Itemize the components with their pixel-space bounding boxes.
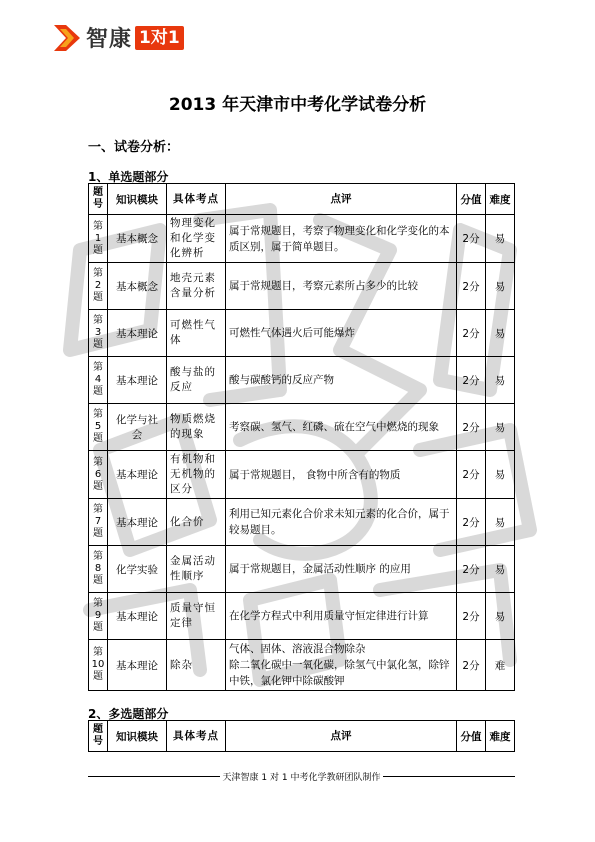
table-row (89, 640, 515, 691)
cell-difficulty: 易 (486, 404, 515, 451)
header-num: 题号 (89, 721, 108, 752)
cell-key-point: 除杂 (167, 640, 226, 691)
cell-knowledge-module: 化学实验 (108, 546, 167, 593)
table-row (89, 263, 515, 310)
cell-key-point: 物质燃烧的现象 (167, 404, 226, 451)
header-point: 具体考点 (167, 721, 226, 752)
cell-comment: 属于常规题目，金属活动性顺序 的应用 (226, 546, 457, 593)
cell-knowledge-module: 基本概念 (108, 263, 167, 310)
table-row (89, 546, 515, 593)
cell-question-number: 第8题 (89, 546, 108, 593)
header-score: 分值 (457, 721, 486, 752)
section-heading: 一、试卷分析： (88, 140, 180, 155)
cell-question-number: 第5题 (89, 404, 108, 451)
cell-key-point: 物理变化和化学变化辨析 (167, 215, 226, 263)
brand-logo (52, 22, 184, 53)
table-header-row (89, 721, 515, 752)
cell-difficulty: 易 (486, 451, 515, 499)
brand-mark-icon (52, 23, 82, 53)
cell-difficulty: 易 (486, 310, 515, 357)
table-row (89, 357, 515, 404)
cell-comment: 考察碳、氢气、红磷、硫在空气中燃烧的现象 (226, 404, 457, 451)
cell-score: 2分 (457, 263, 486, 310)
cell-score: 2分 (457, 451, 486, 499)
cell-score: 2分 (457, 593, 486, 640)
header-comment: 点评 (226, 184, 457, 215)
cell-score: 2分 (457, 404, 486, 451)
single-choice-table (88, 183, 515, 691)
table-row (89, 593, 515, 640)
cell-difficulty: 易 (486, 263, 515, 310)
header-score: 分值 (457, 184, 486, 215)
table-header-row (89, 184, 515, 215)
header-module: 知识模块 (108, 184, 167, 215)
cell-score: 2分 (457, 357, 486, 404)
cell-question-number: 第6题 (89, 451, 108, 499)
cell-question-number: 第9题 (89, 593, 108, 640)
page-title: 2013 年天津市中考化学试卷分析 (168, 95, 427, 115)
cell-difficulty: 易 (486, 499, 515, 546)
table-row (89, 451, 515, 499)
cell-comment: 属于常规题目， 食物中所含有的物质 (226, 451, 457, 499)
header-num: 题号 (89, 184, 108, 215)
cell-question-number: 第10题 (89, 640, 108, 691)
cell-question-number: 第7题 (89, 499, 108, 546)
footer-rule-right (383, 776, 515, 777)
cell-score: 2分 (457, 215, 486, 263)
cell-comment: 气体、固体、溶液混合物除杂 除二氧化碳中一氧化碳，除氢气中氯化氢，除锌中铁，氯化钾中除碳酸钾 (226, 640, 457, 691)
multi-choice-heading: 2、多选题部分 (88, 707, 169, 721)
cell-score: 2分 (457, 499, 486, 546)
cell-comment: 属于常规题目，考察元素所占多少的比较 (226, 263, 457, 310)
brand-badge: 1对1 (135, 26, 184, 50)
cell-key-point: 金属活动性顺序 (167, 546, 226, 593)
cell-key-point: 质量守恒定律 (167, 593, 226, 640)
table-row (89, 499, 515, 546)
cell-knowledge-module: 基本理论 (108, 310, 167, 357)
table-row (89, 404, 515, 451)
footer-text: 天津智康 1 对 1 中考化学教研团队制作 (222, 773, 381, 783)
cell-knowledge-module: 化学与社会 (108, 404, 167, 451)
cell-knowledge-module: 基本理论 (108, 640, 167, 691)
cell-score: 2分 (457, 310, 486, 357)
cell-question-number: 第4题 (89, 357, 108, 404)
cell-comment: 可燃性气体遇火后可能爆炸 (226, 310, 457, 357)
cell-difficulty: 难 (486, 640, 515, 691)
table-row (89, 310, 515, 357)
cell-comment: 酸与碳酸钙的反应产物 (226, 357, 457, 404)
header-difficulty: 难度 (486, 721, 515, 752)
cell-knowledge-module: 基本概念 (108, 215, 167, 263)
cell-comment: 在化学方程式中利用质量守恒定律进行计算 (226, 593, 457, 640)
footer-rule-left (88, 776, 220, 777)
cell-comment: 属于常规题目，考察了物理变化和化学变化的本质区别，属于简单题目。 (226, 215, 457, 263)
cell-knowledge-module: 基本理论 (108, 593, 167, 640)
cell-question-number: 第1题 (89, 215, 108, 263)
single-choice-heading: 1、单选题部分 (88, 170, 169, 184)
header-difficulty: 难度 (486, 184, 515, 215)
table-row (89, 215, 515, 263)
cell-difficulty: 易 (486, 593, 515, 640)
multi-choice-table (88, 720, 515, 752)
cell-key-point: 地壳元素含量分析 (167, 263, 226, 310)
cell-key-point: 酸与盐的反应 (167, 357, 226, 404)
cell-question-number: 第2题 (89, 263, 108, 310)
cell-difficulty: 易 (486, 357, 515, 404)
cell-key-point: 化合价 (167, 499, 226, 546)
cell-score: 2分 (457, 640, 486, 691)
cell-score: 2分 (457, 546, 486, 593)
cell-difficulty: 易 (486, 546, 515, 593)
header-module: 知识模块 (108, 721, 167, 752)
cell-knowledge-module: 基本理论 (108, 451, 167, 499)
cell-question-number: 第3题 (89, 310, 108, 357)
page-footer (88, 770, 515, 783)
cell-key-point: 可燃性气体 (167, 310, 226, 357)
header-point: 具体考点 (167, 184, 226, 215)
header-comment: 点评 (226, 721, 457, 752)
cell-knowledge-module: 基本理论 (108, 357, 167, 404)
cell-comment: 利用已知元素化合价求未知元素的化合价，属于较易题目。 (226, 499, 457, 546)
cell-difficulty: 易 (486, 215, 515, 263)
cell-key-point: 有机物和无机物的区分 (167, 451, 226, 499)
cell-knowledge-module: 基本理论 (108, 499, 167, 546)
brand-name: 智康 (86, 27, 133, 52)
